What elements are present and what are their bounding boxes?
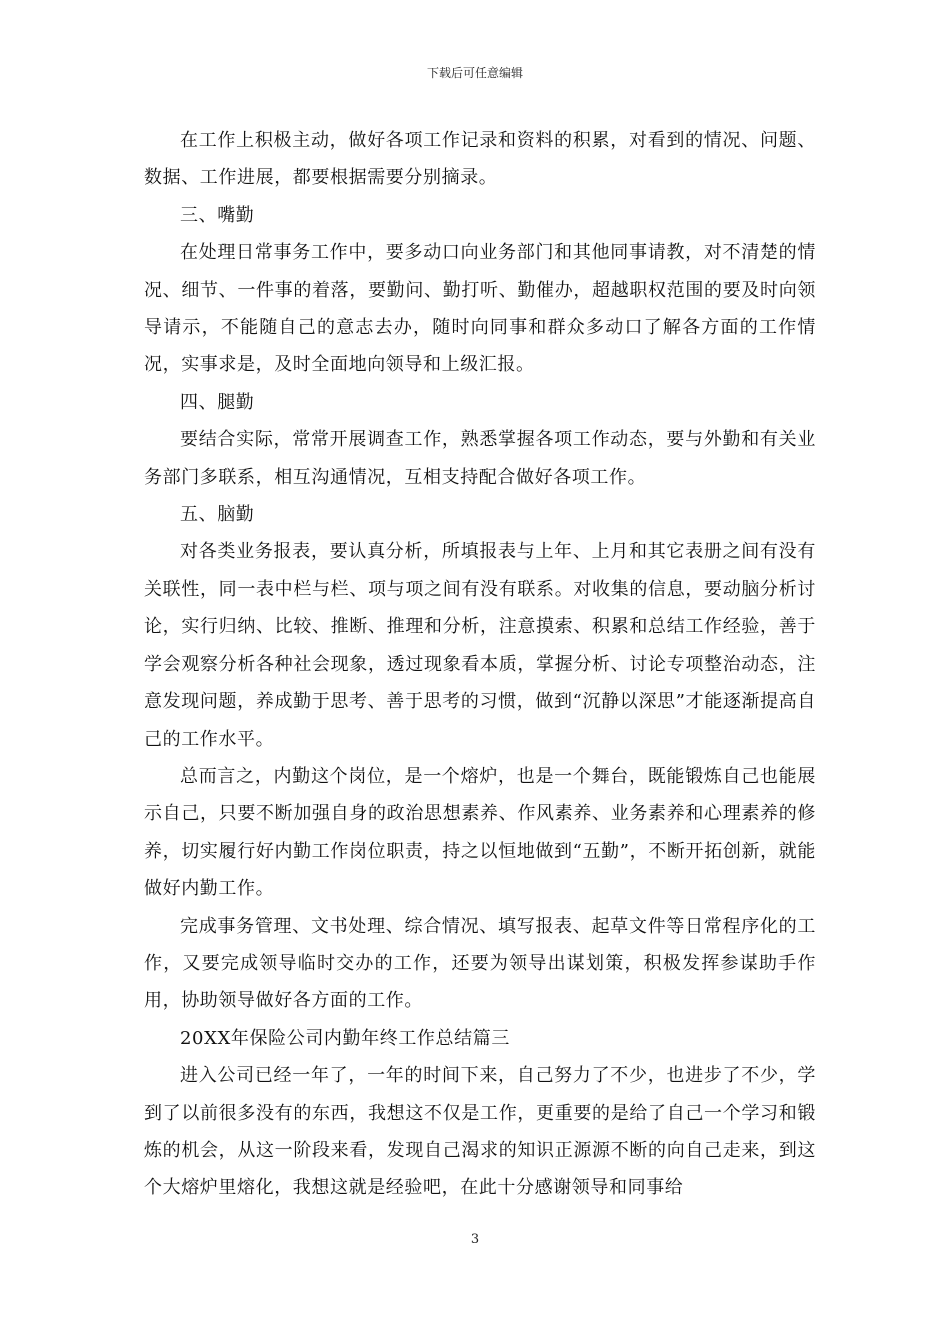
section-title-part-three: 20XX年保险公司内勤年终工作总结篇三 bbox=[180, 1027, 510, 1049]
page-number: 3 bbox=[470, 1232, 480, 1247]
heading-mouth-diligence: 三、嘴勤 bbox=[180, 204, 255, 226]
paragraph-mouth-diligence: 在处理日常事务工作中，要多动口向业务部门和其他同事请教，对不清楚的情况、细节、一件事的着落，要勤问、勤打听、勤催办，超越职权范围的要及时向领导请示，不能随自己的意志去办，随时向同事和群众多动口了解各方面的工作情况，实事求是，及时全面地向领导和上级汇报。 bbox=[144, 242, 816, 376]
heading-leg-diligence: 四、腿勤 bbox=[180, 391, 255, 413]
document-body bbox=[144, 122, 816, 1207]
paragraph-part-three-intro: 进入公司已经一年了，一年的时间下来，自己努力了不少，也进步了不少，学到了以前很多没有的东西，我想这不仅是工作，更重要的是给了自己一个学习和锻炼的机会，从这一阶段来看，发现自己渴求的知识正源源不断的向自己走来，到这个大熔炉里熔化，我想这就是经验吧，在此十分感谢领导和同事给 bbox=[144, 1065, 816, 1199]
paragraph-duties: 完成事务管理、文书处理、综合情况、填写报表、起草文件等日常程序化的工作，又要完成领导临时交办的工作，还要为领导出谋划策，积极发挥参谋助手作用，协助领导做好各方面的工作。 bbox=[144, 915, 816, 1012]
heading-brain-diligence: 五、脑勤 bbox=[180, 504, 255, 526]
paragraph-record-keeping: 在工作上积极主动，做好各项工作记录和资料的积累，对看到的情况、问题、数据、工作进展，都要根据需要分别摘录。 bbox=[144, 130, 816, 189]
paragraph-brain-diligence: 对各类业务报表，要认真分析，所填报表与上年、上月和其它表册之间有没有关联性，同一表中栏与栏、项与项之间有没有联系。对收集的信息，要动脑分析讨论，实行归纳、比较、推断、推理和分析，注意摸索、积累和总结工作经验，善于学会观察分析各种社会现象，透过现象看本质，掌握分析、讨论专项整治动态，注意发现问题，养成勤于思考、善于思考的习惯，做到“沉静以深思”才能逐渐提高自己的工作水平。 bbox=[144, 541, 816, 750]
paragraph-summary: 总而言之，内勤这个岗位，是一个熔炉，也是一个舞台，既能锻炼自己也能展示自己，只要不断加强自身的政治思想素养、作风素养、业务素养和心理素养的修养，切实履行好内勤工作岗位职责，持之以恒地做到“五勤”，不断开拓创新，就能做好内勤工作。 bbox=[144, 765, 816, 900]
paragraph-leg-diligence: 要结合实际，常常开展调查工作，熟悉掌握各项工作动态，要与外勤和有关业务部门多联系，相互沟通情况，互相支持配合做好各项工作。 bbox=[144, 429, 816, 488]
page-header: 下载后可任意编辑 bbox=[426, 66, 523, 80]
